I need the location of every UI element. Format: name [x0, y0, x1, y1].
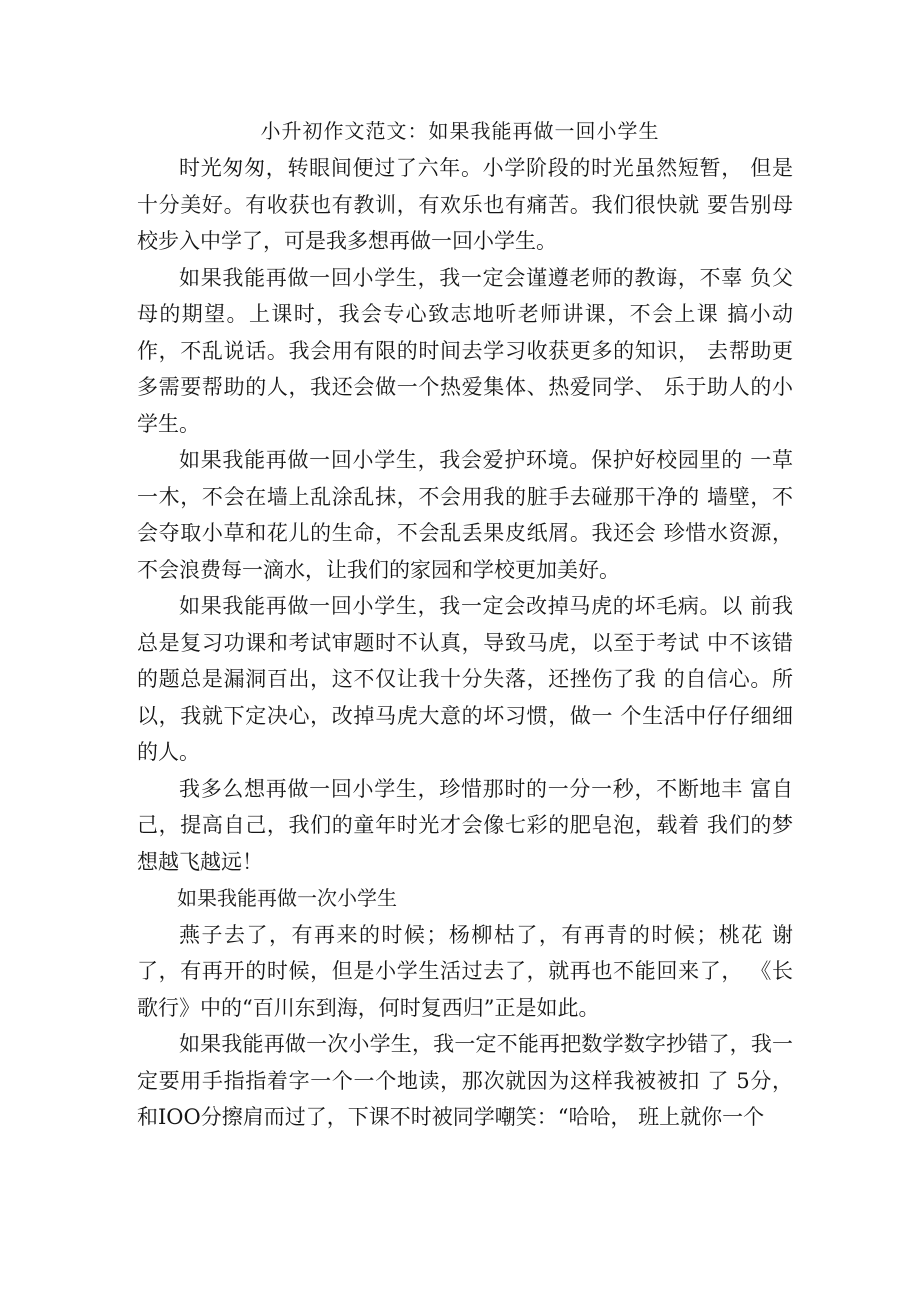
- document-title: 小升初作文范文：如果我能再做一回小学生: [260, 119, 660, 143]
- document-body: [137, 150, 793, 1136]
- paragraph: 如果我能再做一回小学生，我会爱护环境。保护好校园里的 一草一木，不会在墙上乱涂乱抹，不会用我的脏手去碰那干净的 墙壁，不会夺取小草和花儿的生命，不会乱丢果皮纸屑。我还会 珍惜水资源，不会浪费每一滴水，让我们的家园和学校更加美好。: [137, 448, 793, 582]
- section-subheading: 如果我能再做一次小学生: [177, 886, 397, 910]
- paragraph: 我多么想再做一回小学生，珍惜那时的一分一秒，不断地丰 富自己，提高自己，我们的童年时光才会像七彩的肥皂泡，载着 我们的梦想越飞越远！: [137, 776, 793, 874]
- paragraph: 时光匆匆，转眼间便过了六年。小学阶段的时光虽然短暂， 但是十分美好。有收获也有教训，有欢乐也有痛苦。我们很快就 要告别母校步入中学了，可是我多想再做一回小学生。: [137, 156, 793, 253]
- paragraph: 如果我能再做一回小学生，我一定会谨遵老师的教诲，不辜 负父母的期望。上课时，我会专心致志地听老师讲课，不会上课 搞小动作，不乱说话。我会用有限的时间去学习收获更多的知识， 去帮助更多需要帮助的人，我还会做一个热爱集体、热爱同学、 乐于助人的小学生。: [137, 265, 793, 436]
- paragraph: 如果我能再做一回小学生，我一定会改掉马虎的坏毛病。以 前我总是复习功课和考试审题时不认真，导致马虎，以至于考试 中不该错的题总是漏洞百出，这不仅让我十分失落，还挫伤了我 的自信心。所以，我就下定决心，改掉马虎大意的坏习惯，做一 个生活中仔仔细细的人。: [137, 594, 793, 764]
- paragraph: 燕子去了，有再来的时候；杨柳枯了，有再青的时候；桃花 谢了，有再开的时候，但是小学生活过去了，就再也不能回来了， 《长歌行》中的“百川东到海，何时复西归”正是如此。: [137, 922, 793, 1020]
- paragraph: 如果我能再做一次小学生，我一定不能再把数学数字抄错了，我一定要用手指指着字一个一个地读，那次就因为这样我被被扣 了 5分，和IOO分擦肩而过了，下课不时被同学嘲笑：“哈哈， 班上就你一个: [137, 1032, 793, 1129]
